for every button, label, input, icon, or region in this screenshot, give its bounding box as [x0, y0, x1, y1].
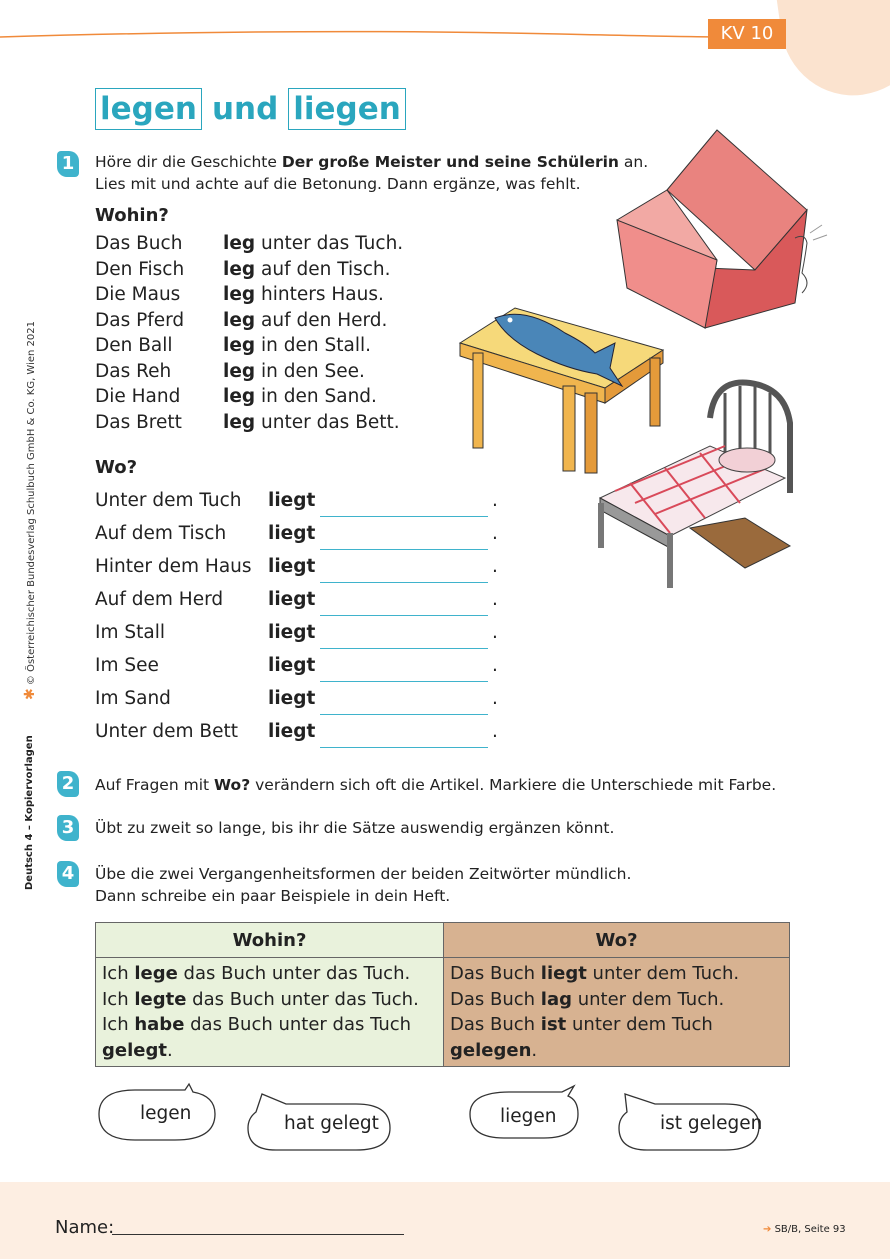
speech-bubble [99, 1084, 215, 1140]
answer-blank[interactable] [320, 723, 488, 748]
wohin-label: Wohin? [95, 205, 169, 226]
arrow-right-icon: ➔ [763, 1224, 772, 1235]
textbook-reference: ➔ SB/B, Seite 93 [763, 1224, 846, 1235]
speech-bubble [248, 1094, 390, 1150]
publisher-logo-icon: ✱ [22, 688, 38, 700]
wohin-row: Den Fisch leg auf den Tisch. [95, 258, 391, 280]
corner-decoration [770, 0, 890, 105]
wohin-row: Den Ball leg in den Stall. [95, 335, 371, 356]
task-1-instruction: Höre dir die Geschichte Der große Meister und seine Schülerin an. Lies mit und achte auf die Betonung. Dann ergänze, was fehlt. [95, 153, 649, 193]
page-title [95, 88, 406, 130]
speech-bubble [470, 1086, 578, 1138]
wo-list [95, 484, 498, 748]
worksheet-badge: KV 10 [708, 19, 786, 49]
house-icon [617, 130, 827, 328]
speech-bubbles [90, 1082, 810, 1152]
table-cell-wo: Das Buch liegt unter dem Tuch. Das Buch lag unter dem Tuch. Das Buch ist unter dem Tuch gelegen. [444, 958, 790, 1067]
illustration-house-table-bed [455, 128, 835, 593]
svg-text:ist gelegen: ist gelegen [660, 1113, 763, 1134]
task-number-3: 3 [57, 815, 79, 841]
task-number-1: 1 [57, 151, 79, 177]
title-word-legen: legen [95, 88, 202, 130]
task-3-instruction: Übt zu zweit so lange, bis ihr die Sätze auswendig ergänzen könnt. [95, 819, 615, 837]
table-header-wo: Wo? [444, 923, 790, 958]
table-header-wohin: Wohin? [96, 923, 444, 958]
wo-row: Unter dem Bett liegt . [95, 715, 498, 748]
wo-row: Im See liegt . [95, 649, 498, 682]
task-number-4: 4 [57, 861, 79, 887]
wohin-row: Das Reh leg in den See. [95, 360, 365, 382]
copyright-note: ✱ © Österreichischer Bundesverlag Schulbuch GmbH & Co. KG, Wien 2021 [22, 321, 38, 700]
answer-blank[interactable] [320, 690, 488, 715]
table-cell-wohin: Ich lege das Buch unter das Tuch. Ich legte das Buch unter das Tuch. Ich habe das Buch unter das Tuch gelegt. [96, 958, 444, 1067]
conjugation-table [95, 922, 790, 1067]
wohin-row: Das Buch leg unter das Tuch. [95, 233, 404, 254]
name-input-line[interactable] [112, 1234, 404, 1235]
answer-blank[interactable] [320, 591, 488, 616]
wo-row: Im Sand liegt . [95, 682, 498, 715]
title-connector: und [211, 91, 279, 127]
wo-row: Auf dem Herd liegt . [95, 583, 498, 616]
svg-text:hat gelegt: hat gelegt [284, 1113, 379, 1134]
wohin-row: Das Brett leg unter das Bett. [95, 411, 400, 433]
speech-bubble [619, 1094, 762, 1150]
svg-text:legen: legen [140, 1103, 192, 1124]
footer [0, 1182, 890, 1259]
answer-blank[interactable] [320, 657, 488, 682]
svg-text:liegen: liegen [500, 1106, 557, 1127]
bed-icon [598, 382, 790, 588]
wo-row: Auf dem Tisch liegt . [95, 517, 498, 550]
wo-label: Wo? [95, 457, 138, 478]
name-label: Name: [55, 1217, 115, 1238]
wohin-row: Die Hand leg in den Sand. [95, 386, 377, 407]
task-4-instruction: Übe die zwei Vergangenheitsformen der beiden Zeitwörter mündlich. Dann schreibe ein paar Beispiele in dein Heft. [95, 865, 632, 905]
wo-row: Im Stall liegt . [95, 616, 498, 649]
title-word-liegen: liegen [288, 88, 406, 130]
wohin-row: Die Maus leg hinters Haus. [95, 284, 384, 305]
task-2-instruction: Auf Fragen mit Wo? verändern sich oft die Artikel. Markiere die Unterschiede mit Farbe. [95, 776, 777, 794]
wo-row: Hinter dem Haus liegt . [95, 550, 498, 583]
wohin-row: Das Pferd leg auf den Herd. [95, 309, 388, 331]
series-label: Deutsch 4 – Kopiervorlagen [24, 735, 35, 890]
answer-blank[interactable] [320, 624, 488, 649]
wohin-list [95, 231, 403, 435]
task-number-2: 2 [57, 771, 79, 797]
wo-row: Unter dem Tuch liegt . [95, 484, 498, 517]
